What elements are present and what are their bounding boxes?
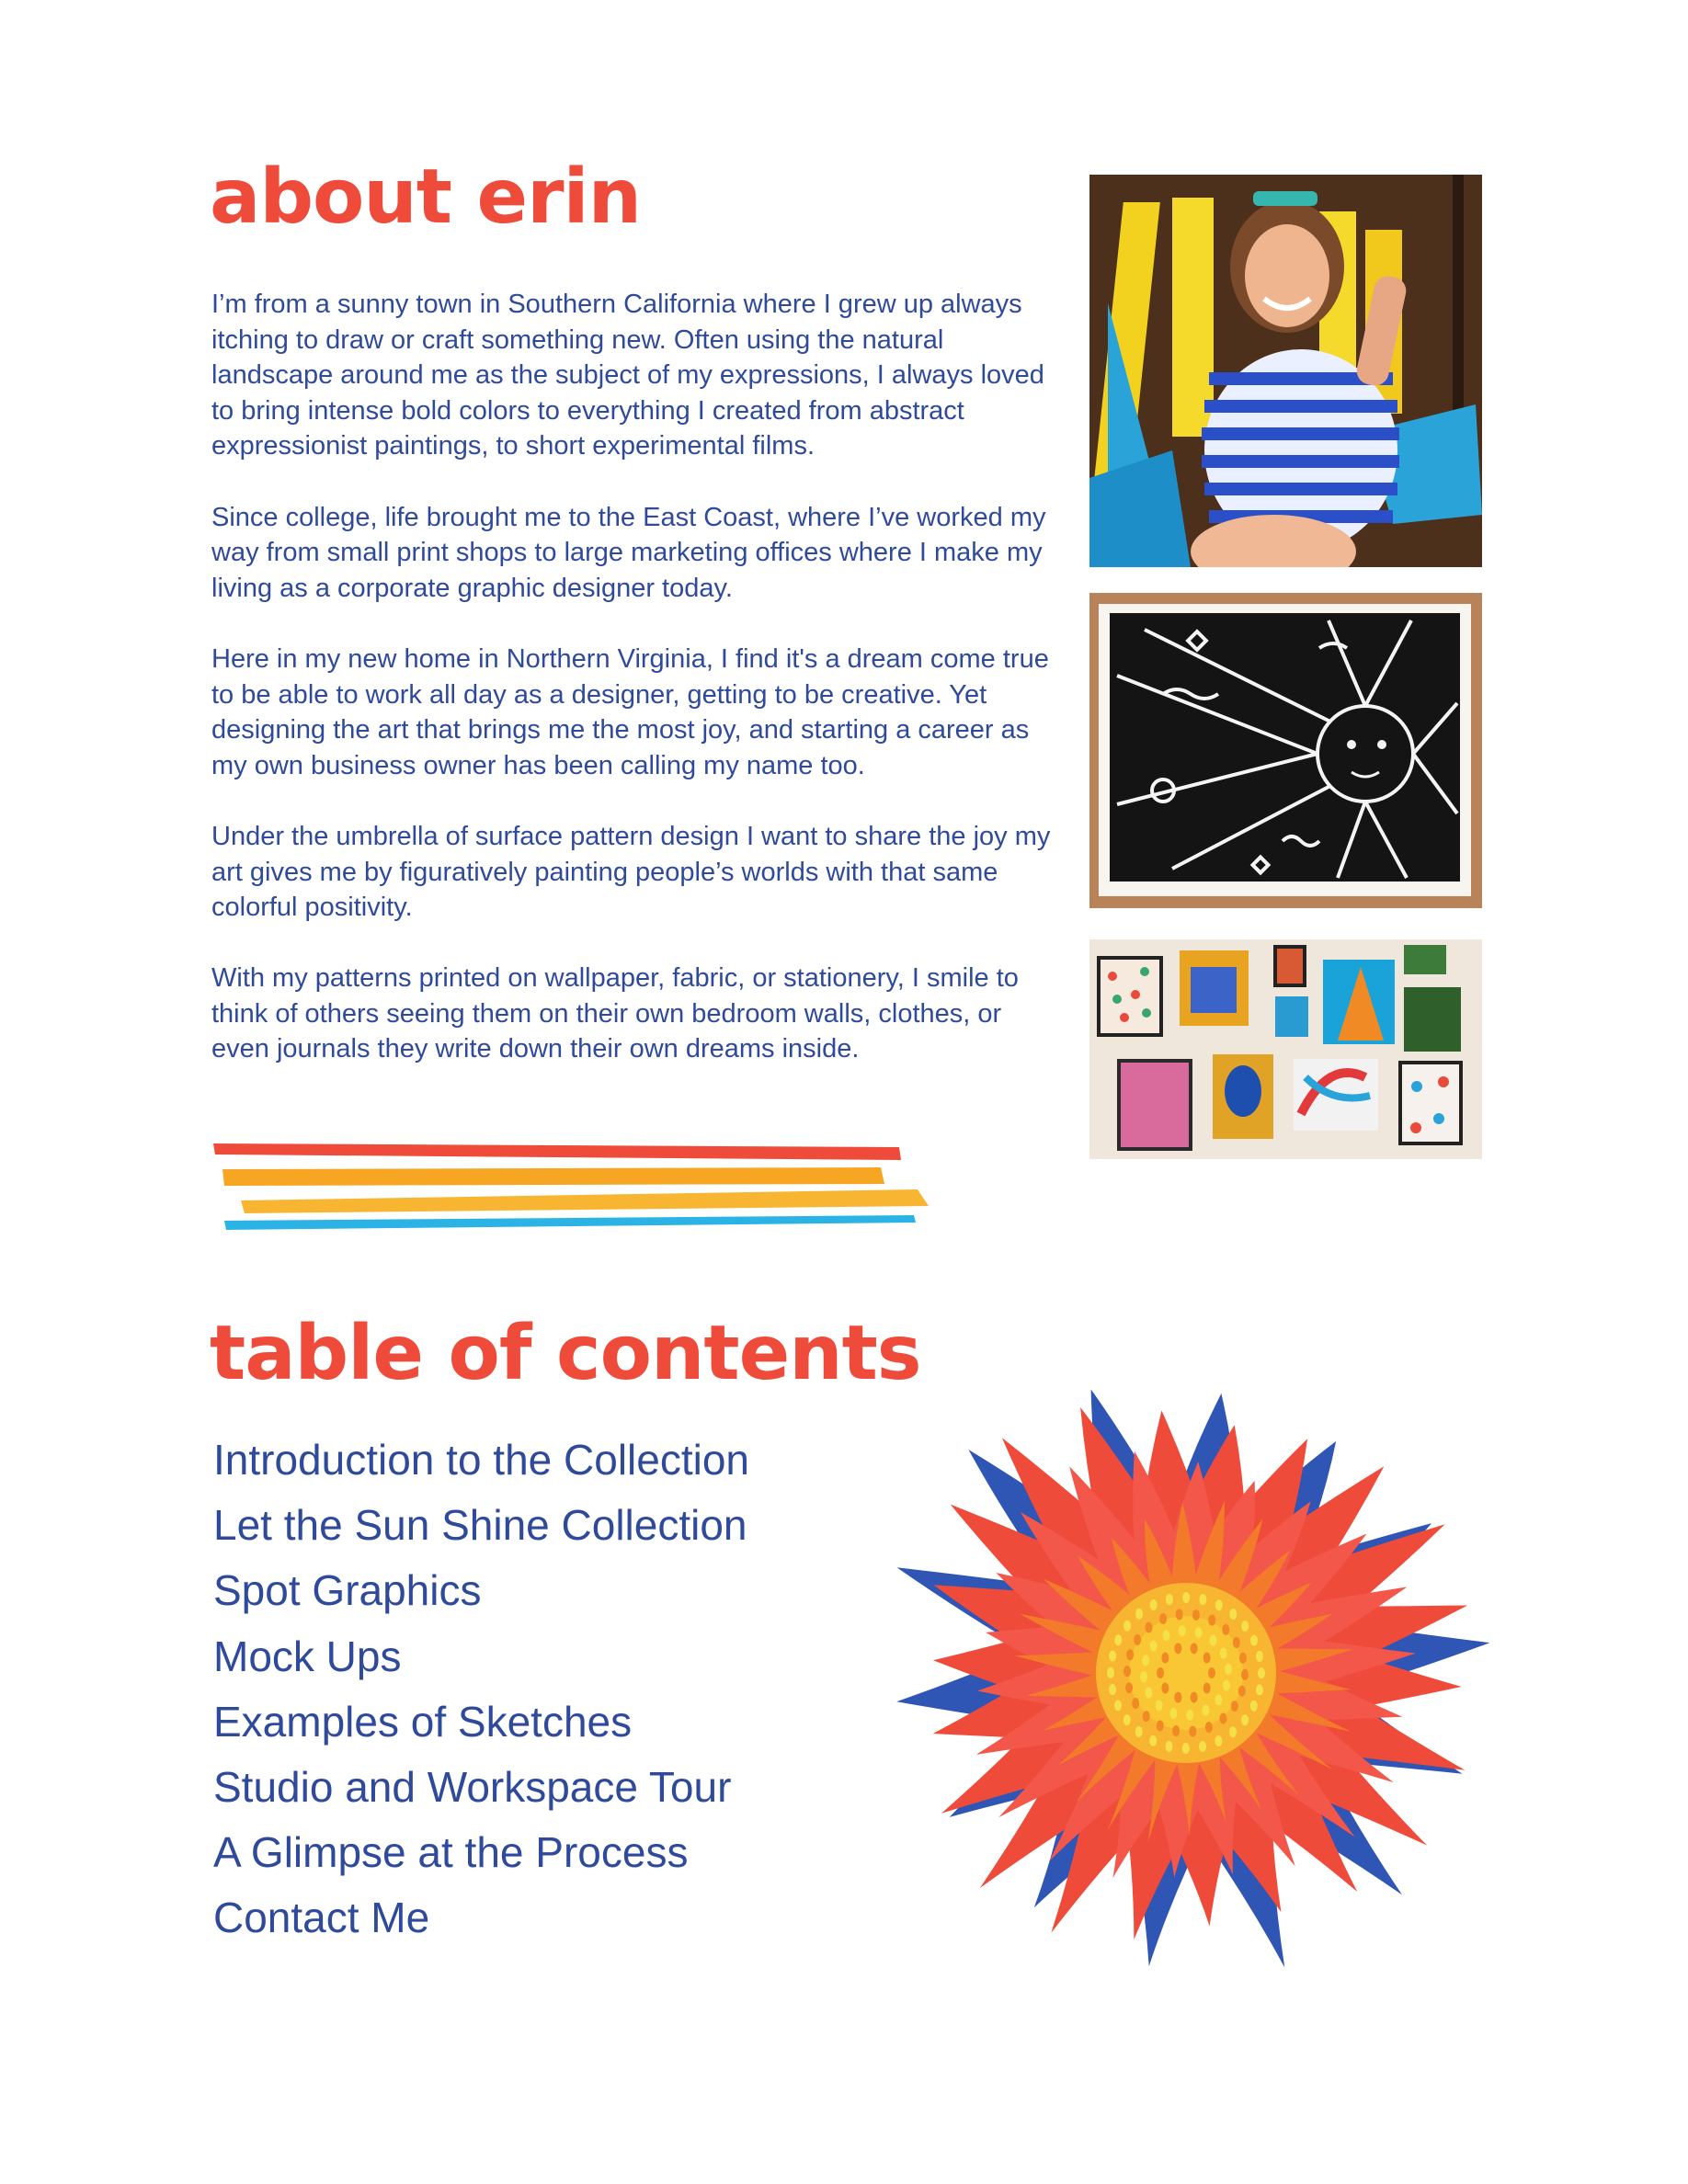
seed-dot [1145, 1621, 1152, 1632]
seed-dot [1241, 1669, 1249, 1680]
toc-item-contact[interactable]: Contact Me [213, 1894, 430, 1942]
seed-dot [1192, 1610, 1200, 1621]
seed-dot [1229, 1726, 1237, 1737]
stripe-red [213, 1143, 901, 1160]
seed-dot [1241, 1621, 1249, 1632]
seed-dot [1109, 1651, 1116, 1662]
seed-dot [1169, 1708, 1177, 1719]
sun-print-artwork [1089, 593, 1482, 908]
seed-dot [1233, 1637, 1240, 1648]
seed-dot [1109, 1684, 1116, 1695]
seed-dot [1231, 1701, 1238, 1712]
seed-dot [1132, 1698, 1139, 1709]
seed-dot [1209, 1635, 1216, 1646]
seed-dot [1239, 1653, 1247, 1664]
toc-item-studio-tour[interactable]: Studio and Workspace Tour [213, 1763, 732, 1812]
seed-dot [1250, 1701, 1258, 1712]
seed-dot [1134, 1634, 1141, 1645]
seed-dot [1223, 1680, 1230, 1691]
seed-dot [1208, 1667, 1215, 1678]
seed-dot [1157, 1667, 1164, 1678]
gallery-wall-photo [1089, 939, 1482, 1159]
seed-dot [1199, 1741, 1206, 1752]
flower-illustration [883, 1351, 1489, 1995]
seed-dot [1159, 1613, 1167, 1624]
seed-dot [1123, 1666, 1131, 1677]
seed-dot [1142, 1655, 1149, 1666]
seed-dot [1256, 1651, 1263, 1662]
toc-item-spot-graphics[interactable]: Spot Graphics [213, 1566, 482, 1615]
seed-dot [1161, 1653, 1169, 1664]
seed-dot [1250, 1635, 1258, 1646]
seed-dot [1256, 1684, 1263, 1695]
portrait-photo [1089, 175, 1482, 567]
seed-dot [1161, 1682, 1169, 1693]
seed-dot [1145, 1687, 1152, 1698]
about-paragraph-2: Since college, life brought me to the East Coast, where I’ve worked my way from small print shops to large marketing offices where I make my living as a corporate graphic designer today. [211, 502, 1046, 603]
seed-dot [1195, 1627, 1203, 1638]
seed-dot [1203, 1682, 1211, 1693]
seed-dot [1191, 1643, 1198, 1654]
seed-dot [1123, 1714, 1131, 1725]
about-body [211, 287, 1057, 1103]
seed-dot [1174, 1692, 1181, 1703]
seed-dot [1258, 1667, 1265, 1678]
seed-dot [1163, 1630, 1170, 1641]
seed-dot [1114, 1634, 1122, 1645]
seed-dot [1220, 1713, 1227, 1724]
seed-dot [1182, 1743, 1190, 1754]
seed-dot [1182, 1592, 1190, 1603]
toc-item-introduction[interactable]: Introduction to the Collection [213, 1436, 750, 1484]
seed-dot [1179, 1625, 1186, 1636]
seed-dot [1157, 1720, 1164, 1731]
seed-dot [1215, 1599, 1223, 1610]
seed-dot [1186, 1710, 1193, 1721]
seed-dot [1150, 1599, 1158, 1610]
toc-item-mock-ups[interactable]: Mock Ups [213, 1632, 402, 1680]
seed-dot [1107, 1667, 1114, 1678]
seed-dot [1166, 1741, 1173, 1752]
toc-title: table of contents [210, 1310, 921, 1397]
stripe-yellow [241, 1189, 929, 1213]
about-paragraph-3: Here in my new home in Northern Virginia, I find it's a dream come true to be able to work all day as a designer, getting to be creative. Yet designing the art that brings me the most joy, and starting a career as my own business owner has been calling my name too. [211, 643, 1049, 780]
seed-dot [1114, 1700, 1122, 1711]
seed-dot [1215, 1735, 1222, 1746]
about-paragraph-5: With my patterns printed on wallpaper, fabric, or stationery, I smile to think of others seeing them on their own bedroom walls, clothes, or even journals they write down their own dreams inside. [211, 963, 1019, 1064]
seed-dot [1143, 1711, 1150, 1722]
seed-dot [1176, 1609, 1183, 1620]
seed-dot [1125, 1682, 1133, 1693]
stripe-orange [222, 1167, 884, 1186]
seed-dot [1202, 1705, 1209, 1716]
stripe-blue [224, 1215, 916, 1230]
about-paragraph-4: Under the umbrella of surface pattern design I want to share the joy my art gives me by figuratively painting people’s worlds with that same colorful positivity. [211, 821, 1051, 923]
seed-dot [1238, 1686, 1246, 1697]
toc-list [213, 1428, 749, 1951]
seed-dot [1126, 1649, 1134, 1660]
toc-item-sketches[interactable]: Examples of Sketches [213, 1697, 633, 1746]
seed-dot [1149, 1735, 1157, 1746]
seed-dot [1215, 1694, 1222, 1705]
seed-dot [1172, 1725, 1180, 1736]
toc-item-process[interactable]: A Glimpse at the Process [213, 1828, 689, 1877]
seed-dot [1208, 1615, 1215, 1626]
seed-dot [1205, 1722, 1213, 1733]
seed-dot [1174, 1643, 1181, 1654]
seed-dot [1222, 1624, 1229, 1635]
seed-dot [1135, 1609, 1143, 1620]
toc-item-sun-shine-collection[interactable]: Let the Sun Shine Collection [213, 1501, 747, 1550]
seed-dot [1203, 1653, 1211, 1664]
seed-dot [1140, 1671, 1147, 1682]
seed-dot [1199, 1594, 1206, 1605]
seed-dot [1123, 1621, 1131, 1632]
about-title: about erin [210, 154, 642, 241]
seed-dot [1135, 1726, 1143, 1737]
seed-dot [1166, 1594, 1173, 1605]
about-paragraph-1: I’m from a sunny town in Southern California where I grew up always itching to draw or craft something new. Often using the natural landscape around me as the subject of my expressions, I always loved to bring intense bold colors to everything I created from abstract expressionist paintings, to short experimental films. [211, 290, 1044, 461]
seed-dot [1229, 1609, 1237, 1620]
seed-dot [1150, 1641, 1158, 1652]
seed-dot [1189, 1726, 1196, 1737]
seed-dot [1225, 1664, 1232, 1675]
seed-dot [1241, 1714, 1249, 1725]
seed-dot [1156, 1700, 1163, 1711]
seed-dot [1220, 1648, 1227, 1659]
decorative-stripes [210, 1131, 945, 1232]
seed-dot [1191, 1692, 1198, 1703]
